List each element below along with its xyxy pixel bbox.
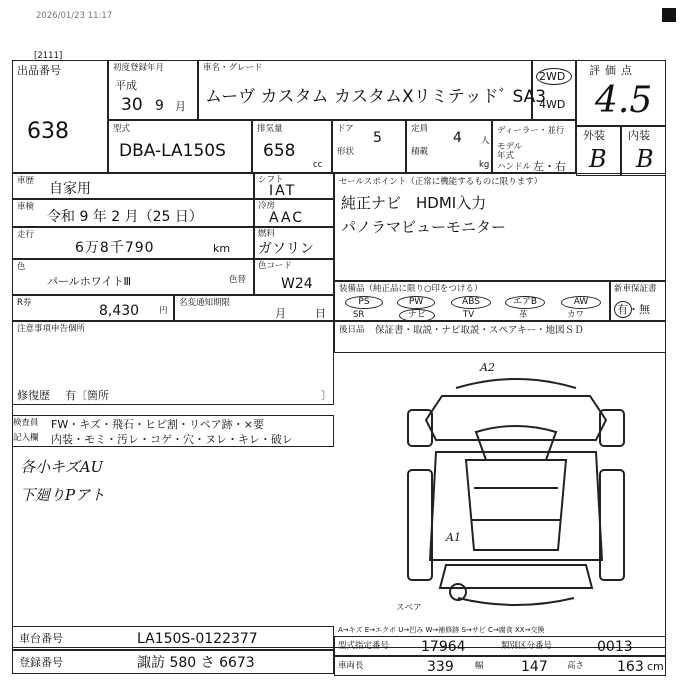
repair-close: 〕	[321, 389, 332, 402]
color-box	[12, 259, 254, 295]
recycle-value: 8,430	[99, 303, 140, 319]
drive-box	[532, 60, 576, 120]
color-label: 色	[17, 262, 26, 272]
equip-sr: SR	[353, 310, 365, 320]
handle-label: ハンドル	[497, 162, 532, 172]
inspector-row1: FW・キズ・飛石・ヒビ割・リペア跡・×要	[51, 418, 264, 431]
plate-box	[12, 650, 334, 674]
usage-value: 自家用	[49, 181, 91, 197]
inspector-label2: 記入欄	[13, 433, 39, 443]
notes-box	[12, 321, 334, 405]
notes-label: 注意事項申告個所	[17, 324, 86, 334]
dealer-label: ディーラー・並行	[497, 126, 565, 136]
color-code-box	[254, 259, 334, 295]
ac-label: 冷房	[258, 201, 276, 211]
chassis-label: 車台番号	[19, 632, 63, 645]
damage-mark-top: A2	[480, 361, 495, 374]
sales-point-box	[334, 173, 666, 281]
handle-value: 左・右	[533, 160, 566, 173]
fuel-box	[254, 227, 334, 259]
spec-type-label: 型式指定番号	[338, 641, 390, 651]
interior-label: 内装	[628, 129, 650, 142]
after-items-box	[334, 321, 666, 353]
after-label: 後日品	[339, 325, 365, 335]
spec-row2	[334, 656, 666, 676]
spec-type-value: 17964	[421, 639, 466, 655]
equip-abs: ABS	[451, 296, 491, 309]
capacity-box	[406, 120, 492, 173]
first-reg-month: 9	[155, 98, 164, 114]
load-label: 積載	[411, 147, 429, 157]
drive-2wd: 2WD	[539, 70, 566, 83]
tax-box	[174, 295, 334, 321]
doors-value: 5	[373, 130, 382, 146]
spec-class-label: 類別区分番号	[501, 641, 553, 651]
recycle-label: R券	[17, 298, 32, 308]
model-year-label: モデル年式	[497, 142, 523, 161]
exterior-label: 外装	[583, 129, 605, 142]
equipment-label: 装備品（純正品に限り○印をつける）	[339, 284, 483, 294]
car-damage-diagram	[396, 360, 636, 615]
corner-mark	[662, 8, 676, 22]
after-value: 保証書・取説・ナビ取説・スペアキー・地図ＳＤ	[375, 325, 584, 336]
tax-month: 月	[275, 307, 286, 320]
exterior-box	[576, 126, 621, 176]
spec-length-label: 車両長	[338, 661, 364, 671]
model-label: 車名・グレード	[203, 63, 263, 73]
shift-label: シフト	[258, 175, 284, 185]
warranty-label: 新車保証書	[614, 284, 657, 294]
type-code: DBA-LA150S	[119, 141, 226, 161]
mileage-box	[12, 227, 254, 259]
spec-class-value: 0013	[597, 639, 633, 655]
fuel-label: 燃料	[258, 229, 276, 239]
mileage-label: 走行	[17, 230, 35, 240]
tax-day: 日	[315, 307, 326, 320]
score-value: 4.5	[595, 80, 653, 121]
lot-label: 出品番号	[17, 64, 61, 77]
displacement-label: 排気量	[257, 124, 283, 134]
displacement-unit: cc	[313, 160, 323, 170]
spare-label: スペア	[396, 603, 422, 613]
lot-box	[12, 60, 108, 173]
car-outline-icon	[396, 360, 636, 615]
inspector-box	[12, 415, 334, 447]
equip-kawa: カワ	[567, 310, 585, 320]
plate-label: 登録番号	[19, 656, 63, 669]
spec-height-value: 163	[617, 659, 644, 675]
score-box	[576, 60, 666, 126]
sales-point-line2: パノラマビューモニター	[341, 218, 507, 236]
fuel-value: ガソリン	[258, 241, 314, 257]
handwritten-note-2: 下廻りPアト	[20, 486, 106, 504]
dealer-box	[492, 120, 576, 173]
warranty-circle	[614, 301, 632, 318]
equip-airbag: エアB	[505, 296, 545, 309]
doors-box	[332, 120, 406, 173]
equip-tv: TV	[463, 310, 475, 320]
first-reg-year: 30	[121, 95, 143, 115]
model-name: ムーヴ カスタム カスタムXリミテッドﾞ SA3	[205, 87, 547, 107]
shape-label: 形状	[337, 147, 355, 157]
capacity-label: 定員	[411, 124, 429, 134]
chassis-box	[12, 626, 334, 650]
inspection-label: 車検	[17, 202, 35, 212]
inspector-row2: 内装・モミ・汚レ・コゲ・穴・ヌレ・キレ・破レ	[51, 433, 293, 446]
form-code: [2111]	[34, 51, 63, 61]
capacity-unit: 人	[481, 136, 490, 146]
mileage-unit: km	[213, 242, 231, 255]
ac-value: AAC	[269, 210, 305, 226]
color-code-label: 色コード	[258, 261, 293, 271]
shift-box	[254, 173, 334, 199]
interior-grade: B	[636, 145, 654, 173]
tax-label: 名変通知期限	[179, 298, 231, 308]
exterior-grade: B	[589, 145, 607, 173]
mileage-value: 6万8千790	[75, 240, 155, 256]
warranty-value: 有・無	[617, 303, 650, 316]
equip-navi: ナビ	[399, 309, 435, 322]
displacement-box	[252, 120, 332, 173]
displacement-value: 658	[263, 141, 296, 161]
plate-value: 諏訪 580 さ 6673	[137, 655, 255, 671]
type-label: 型式	[113, 124, 131, 134]
spec-row1	[334, 636, 666, 656]
shift-value: IAT	[269, 183, 297, 199]
usage-box	[12, 173, 254, 199]
first-reg-era: 平成	[115, 79, 137, 92]
repair-value: 有〔箇所	[65, 389, 109, 402]
handwritten-note-1: 各小キズAU	[20, 458, 104, 476]
inspector-label1: 検査員	[13, 418, 39, 428]
equip-ps: PS	[345, 296, 383, 309]
ac-box	[254, 199, 334, 227]
recycle-unit: 円	[159, 306, 168, 316]
repair-label: 修復歴	[17, 389, 50, 402]
drive-4wd: 4WD	[539, 98, 566, 111]
chassis-value: LA150S-0122377	[137, 631, 258, 647]
lot-number: 638	[27, 119, 69, 144]
color-value: パールホワイトⅢ	[47, 275, 132, 288]
recycle-box	[12, 295, 174, 321]
usage-label: 車歴	[17, 176, 35, 186]
first-reg-month-unit: 月	[175, 100, 186, 113]
spec-width-label: 幅	[475, 661, 484, 671]
first-reg-label: 初度登録年月	[113, 63, 165, 73]
damage-mark-side: A1	[446, 531, 461, 544]
load-unit: kg	[479, 160, 490, 170]
inspection-box	[12, 199, 254, 227]
spec-unit: cm	[647, 660, 664, 673]
equip-aw: AW	[561, 296, 601, 309]
damage-legend: A→キズ E→エクボ U→凹み W→補修跡 S→サビ C→腐食 XX→交換	[338, 626, 545, 634]
equipment-box	[334, 281, 610, 321]
equip-pw: PW	[397, 296, 435, 309]
doors-label: ドア	[337, 124, 354, 134]
color-change-label: 色替	[229, 275, 247, 285]
equip-leather: 革	[519, 310, 528, 320]
spec-width-value: 147	[521, 659, 548, 675]
sales-point-line1: 純正ナビ HDMI入力	[341, 194, 487, 212]
sales-point-label: セールスポイント（正常に機能するものに限ります）	[339, 177, 543, 187]
type-box	[108, 120, 252, 173]
interior-box	[621, 126, 666, 176]
spec-length-value: 339	[427, 659, 454, 675]
spec-height-label: 高さ	[567, 661, 585, 671]
score-label: 評価点	[589, 64, 637, 77]
capacity-value: 4	[453, 130, 462, 146]
model-box	[198, 60, 547, 120]
inspection-value: 令和 9 年 2 月（25 日）	[47, 209, 203, 225]
first-reg-box	[108, 60, 198, 120]
print-timestamp: 2026/01/23 11:17	[36, 11, 113, 21]
color-code-value: W24	[281, 276, 313, 292]
warranty-box	[610, 281, 666, 321]
